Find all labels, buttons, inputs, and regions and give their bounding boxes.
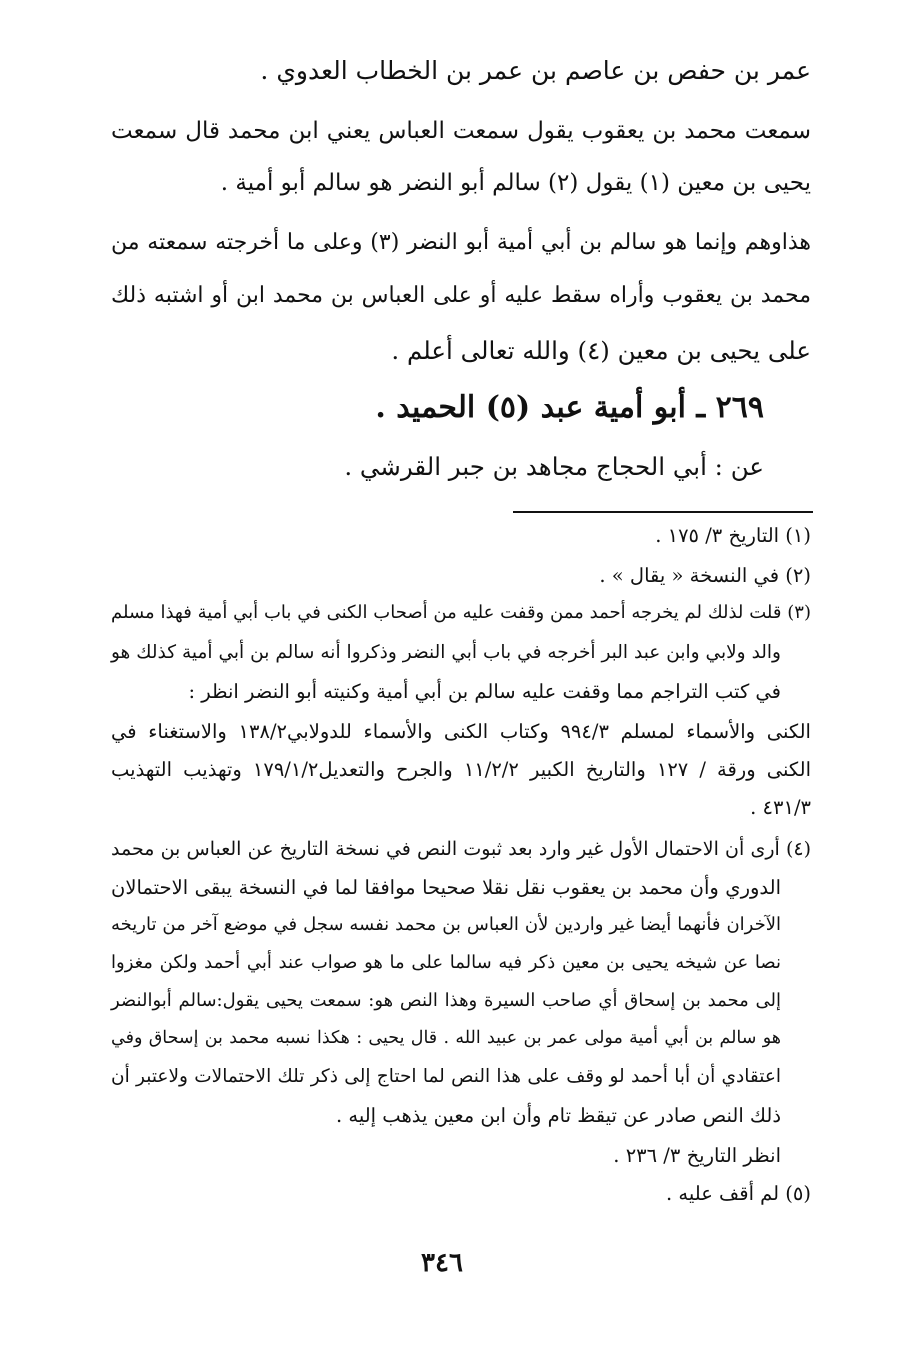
main-text-line-3: يحيى بن معين (١) يقول (٢) سالم أبو النضر هو سالم أبو أمية . — [220, 170, 811, 196]
main-text-line-1: عمر بن حفص بن عاصم بن عمر بن الخطاب العدوي . — [260, 56, 811, 85]
footnote-4-line-2: الدوري وأن محمد بن يعقوب نقل نقلا صحيحا موافقا لما في النسخة يبقى الاحتمالان — [111, 876, 781, 899]
footnote-separator — [513, 511, 813, 513]
footnote-4-line-9: انظر التاريخ ٣/ ٢٣٦ . — [613, 1144, 781, 1167]
footnote-4-line-3: الآخران فأنهما أيضا غير واردين لأن العباس بن محمد نفسه سجل في موضع آخر من تاريخه — [111, 914, 781, 935]
footnote-4-line-1: (٤) أرى أن الاحتمال الأول غير وارد بعد ثبوت النص في نسخة التاريخ عن العباس بن محمد — [111, 838, 811, 860]
main-text-line-6: على يحيى بن معين (٤) والله تعالى أعلم . — [391, 336, 811, 365]
footnote-3-line-4: الكنى والأسماء لمسلم ٩٩٤/٣ وكتاب الكنى والأسماء للدولابي١٣٨/٢ والاستغناء في — [111, 720, 811, 743]
footnote-3-line-5: الكنى ورقة / ١٢٧ والتاريخ الكبير ١١/٢/٢ والجرح والتعديل١٧٩/١/٢ وتهذيب التهذيب — [111, 758, 811, 781]
main-text-line-5: محمد بن يعقوب وأراه سقط عليه أو على العباس بن محمد ابن أو اشتبه ذلك — [111, 283, 811, 308]
page-number: ٣٤٦ — [421, 1248, 463, 1278]
main-text-line-4: هذاوهم وإنما هو سالم بن أبي أمية أبو النضر (٣) وعلى ما أخرجته سمعته من — [111, 230, 811, 255]
footnote-3-line-2: والد ولابي وابن عبد البر أخرجه في باب أبي النضر وذكروا أنه سالم بن أبي أمية كذلك هو — [111, 642, 781, 663]
footnote-2: (٢) في النسخة « يقال » . — [599, 564, 811, 587]
footnote-5: (٥) لم أقف عليه . — [666, 1182, 811, 1205]
entry-heading: ٢٦٩ ـ أبو أمية عبد (٥) الحميد . — [375, 390, 764, 425]
footnote-4-line-7: اعتقادي أن أبا أحمد لو وقف على هذا النص لما احتاج إلى ذكر تلك الاحتمالات ولاعتبر أن — [111, 1066, 781, 1087]
footnote-4-line-4: نصا عن شيخه يحيى بن معين ذكر فيه سالما على ما هو صواب عند أبي أحمد ولكن مغزوا — [111, 952, 781, 973]
footnote-4-line-8: ذلك النص صادر عن تيقظ تام وأن ابن معين يذهب إليه . — [336, 1104, 781, 1127]
footnote-4-line-6: هو سالم بن أبي أمية مولى عمر بن عبيد الله . قال يحيى : هكذا نسبه محمد بن إسحاق وفي — [111, 1028, 781, 1048]
footnote-3-line-3: في كتب التراجم مما وقفت عليه سالم بن أبي أمية وكنيته أبو النضر انظر : — [188, 680, 781, 703]
footnote-1: (١) التاريخ ٣/ ١٧٥ . — [655, 524, 811, 547]
main-text-line-2: سمعت محمد بن يعقوب يقول سمعت العباس يعني ابن محمد قال سمعت — [111, 118, 811, 144]
entry-teacher-line: عن : أبي الحجاج مجاهد بن جبر القرشي . — [344, 452, 764, 481]
footnote-4-line-5: إلى محمد بن إسحاق أي صاحب السيرة وهذا النص هو: سمعت يحيى يقول:سالم أبوالنضر — [111, 990, 781, 1011]
footnote-3-line-1: (٣) قلت لذلك لم يخرجه أحمد ممن وقفت عليه من أصحاب الكنى في باب أبي أمية فهذا مسلم — [111, 602, 811, 623]
footnote-3-line-6: ٤٣١/٣ . — [750, 796, 811, 819]
